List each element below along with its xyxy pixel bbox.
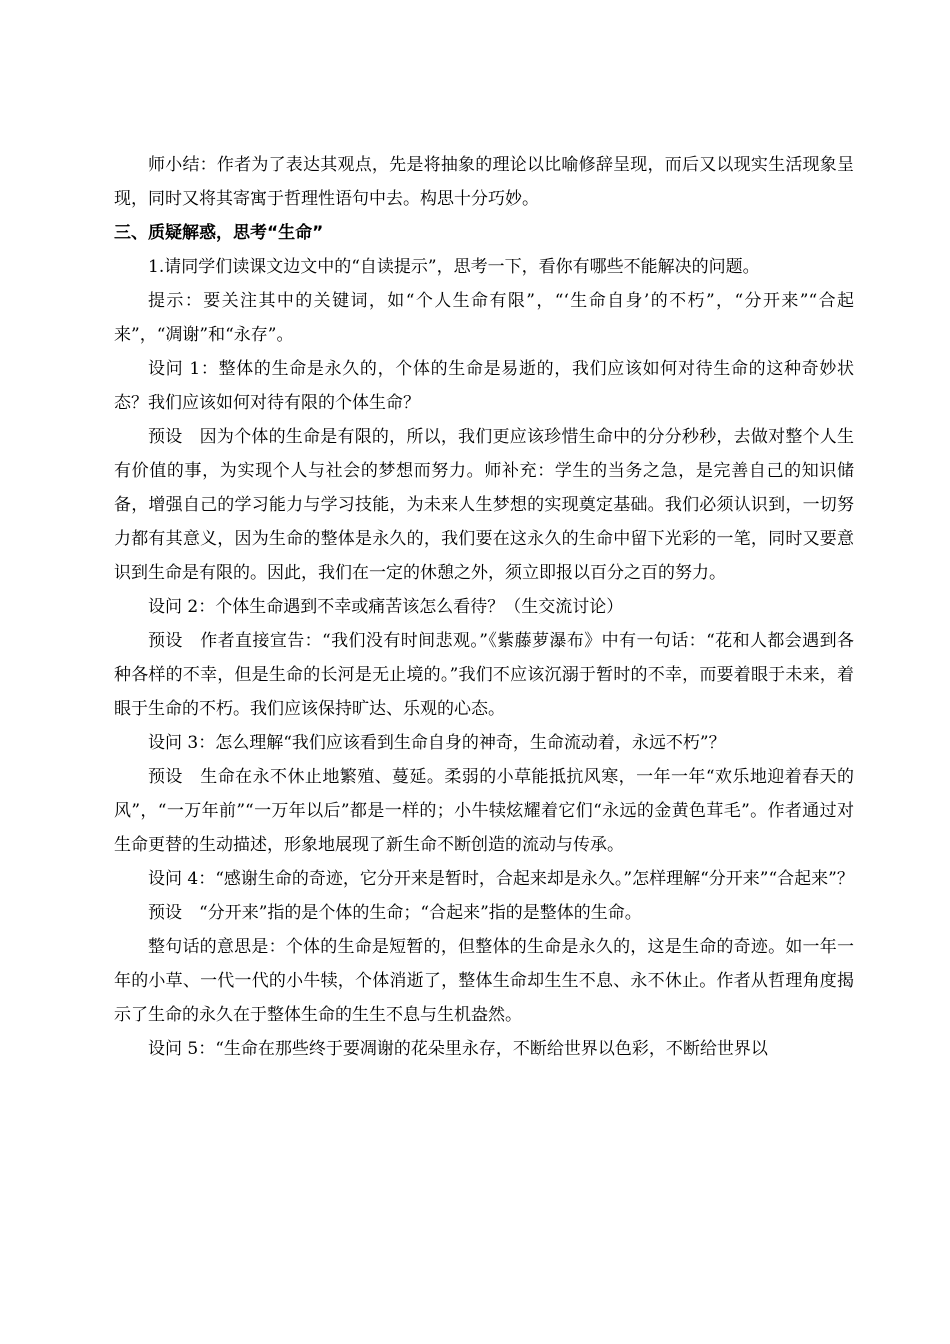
answer-1-paragraph: 预设 因为个体的生命是有限的，所以，我们更应该珍惜生命中的分分秒秒，去做对整个人生有价值的事，为实现个人与社会的梦想而努力。师补充：学生的当务之急，是完善自己的知识储备，增强自己的学习能力与学习技能，为未来人生梦想的实现奠定基础。我们必须认识到，一切努力都有其意义，因为生命的整体是永久的，我们要在这永久的生命中留下光彩的一笔，同时又要意识到生命是有限的。因此，我们在一定的休憩之外，须立即报以百分之百的努力。: [114, 427, 854, 583]
question-3-paragraph: 设问 3：怎么理解“我们应该看到生命自身的神奇，生命流动着，永远不朽”？: [148, 733, 726, 753]
teacher-summary-paragraph: 师小结：作者为了表达其观点，先是将抽象的理论以比喻修辞呈现，而后又以现实生活现象呈现，同时又将其寄寓于哲理性语句中去。构思十分巧妙。: [114, 155, 854, 209]
question-5-paragraph: 设问 5：“生命在那些终于要凋谢的花朵里永存，不断给世界以色彩，不断给世界以: [148, 1039, 768, 1059]
hint-paragraph: 提示：要关注其中的关键词，如“个人生命有限”，“‘生命自身’的不朽”，“分开来”“合起来”，“凋谢”和“永存”。: [114, 291, 854, 345]
answer-4-paragraph: 预设 “分开来”指的是个体的生命；“合起来”指的是整体的生命。: [148, 903, 642, 923]
section-heading: 三、质疑解惑，思考“生命”: [114, 223, 324, 243]
question-4-paragraph: 设问 4：“感谢生命的奇迹，它分开来是暂时，合起来却是永久。”怎样理解“分开来”“合起来”？: [148, 869, 854, 889]
task-paragraph: 1.请同学们读课文边文中的“自读提示”，思考一下，看你有哪些不能解决的问题。: [148, 257, 760, 277]
question-1-paragraph: 设问 1：整体的生命是永久的，个体的生命是易逝的，我们应该如何对待生命的这种奇妙状态？我们应该如何对待有限的个体生命？: [114, 359, 854, 413]
explanation-paragraph: 整句话的意思是：个体的生命是短暂的，但整体的生命是永久的，这是生命的奇迹。如一年一年的小草、一代一代的小牛犊，个体消逝了，整体生命却生生不息、永不休止。作者从哲理角度揭示了生命的永久在于整体生命的生生不息与生机盎然。: [114, 937, 854, 1025]
question-2-paragraph: 设问 2：个体生命遇到不幸或痛苦该怎么看待？（生交流讨论）: [148, 597, 624, 617]
answer-2-paragraph: 预设 作者直接宣告：“我们没有时间悲观。”《紫藤萝瀑布》中有一句话：“花和人都会遇到各种各样的不幸，但是生命的长河是无止境的。”我们不应该沉溺于暂时的不幸，而要着眼于未来，着眼于生命的不朽。我们应该保持旷达、乐观的心态。: [114, 631, 854, 719]
answer-3-paragraph: 预设 生命在永不休止地繁殖、蔓延。柔弱的小草能抵抗风寒，一年一年“欢乐地迎着春天的风”，“一万年前”“一万年以后”都是一样的；小牛犊炫耀着它们“永远的金黄色茸毛”。作者通过对生命更替的生动描述，形象地展现了新生命不断创造的流动与传承。: [114, 767, 854, 855]
document-body: [114, 148, 854, 1066]
